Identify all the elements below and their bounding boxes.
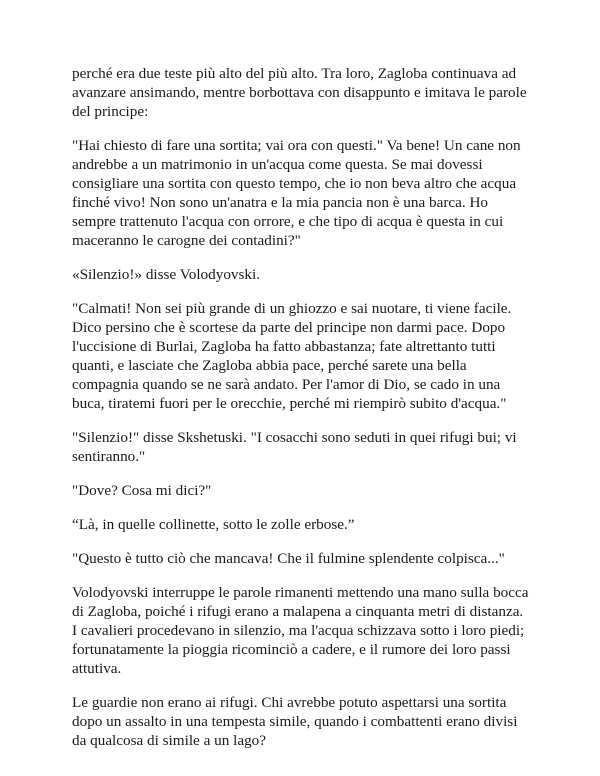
paragraph-4: "Calmati! Non sei più grande di un ghiozzo e sai nuotare, ti viene facile. Dico persino che è scortese da parte del principe non darmi pace. Dopo l'uccisione di Burlai, Zagloba ha fatto abbastanza; fate altrettanto tutti quanti, e lasciate che Zagloba abbia pace, perché sarete una bella compagnia quando se ne sarà andato. Per l'amor di Dio, se cado in una buca, tiratemi fuori per le orecchie, perché mi riempirò subito d'acqua." (72, 300, 512, 412)
paragraph-2: "Hai chiesto di fare una sortita; vai ora con questi." Va bene! Un cane non andrebbe a un matrimonio in un'acqua come questa. Se mai dovessi consigliare una sortita con questo tempo, che io non beva altro che acqua finché vivo! Non sono un'anatra e la mia pancia non è una barca. Ho sempre trattenuto l'acqua con orrore, e che tipo di acqua è questa in cui maceranno le carogne dei contadini?" (72, 137, 521, 249)
page-text (72, 64, 532, 765)
paragraph-10: Le guardie non erano ai rifugi. Chi avrebbe potuto aspettarsi una sortita dopo un assalto in una tempesta simile, quando i combattenti erano divisi da qualcosa di simile a un lago? (72, 694, 518, 749)
paragraph-7: “Là, in quelle collinette, sotto le zolle erbose.” (72, 516, 355, 533)
paragraph-9: Volodyovski interruppe le parole rimanenti mettendo una mano sulla bocca di Zagloba, poiché i rifugi erano a malapena a cinquanta metri di distanza. I cavalieri procedevano in silenzio, ma l'acqua schizzava sotto i loro piedi; fortunatamente la pioggia ricominciò a cadere, e il rumore dei loro passi attutiva. (72, 584, 529, 677)
paragraph-3: «Silenzio!» disse Volodyovski. (72, 266, 261, 283)
paragraph-5: "Silenzio!" disse Skshetuski. "I cosacchi sono seduti in quei rifugi bui; vi sentiranno." (72, 429, 517, 465)
paragraph-1: perché era due teste più alto del più alto. Tra loro, Zagloba continuava ad avanzare ansimando, mentre borbottava con disappunto e imitava le parole del principe: (72, 65, 527, 120)
paragraph-6: "Dove? Cosa mi dici?" (72, 482, 212, 499)
paragraph-8: "Questo è tutto ciò che mancava! Che il fulmine splendente colpisca..." (72, 550, 505, 567)
